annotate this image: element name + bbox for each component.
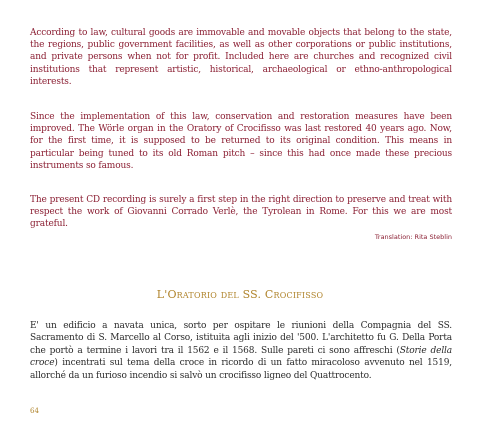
english-paragraph-1: According to law, cultural goods are immovable and movable objects that belong to the state, the regions, public government facilities, as well as other corporations or public institutions, and private persons when not for profit. Included here are churches and recognized civil institutions that represent artistic, historical, archaeological or ethno-anthropological interests.	[30, 28, 452, 87]
english-paragraph-3: The present CD recording is surely a first step in the right direction to preserve and treat with respect the work of Giovanni Corrado Verlè, the Tyrolean in Rome. For this we are most grateful.	[30, 195, 452, 230]
page-number: 64	[30, 407, 39, 415]
translation-credit: Translation: Rita Steblin	[374, 233, 452, 241]
italian-paragraph	[30, 320, 452, 382]
italian-paragraph-part2: ) incentrati sul tema della croce in ricordo di un fatto miracoloso avvenuto nel 1519, allorché da un furioso incendio si salvò un crocifisso ligneo del Quattrocento.	[30, 358, 452, 381]
english-paragraph-2: Since the implementation of this law, conservation and restoration measures have been improved. The Wörle organ in the Oratory of Crocifisso was last restored 40 years ago. Now, for the first time, it is supposed to be returned to its original condition. This means in particular being tuned to its old Roman pitch – since this had once made these precious instruments so famous.	[30, 112, 452, 171]
italian-paragraph-part1: E' un edificio a navata unica, sorto per ospitare le riunioni della Compagnia del SS. Sacramento di S. Marcello al Corso, istituita agli inizio del '500. L'architetto fu G. Della Porta che portò a termine i lavori tra il 1562 e il 1568. Sulle pareti ci sono affreschi (	[30, 321, 452, 356]
italian-paragraph-italic: Storie della croce	[30, 345, 452, 369]
section-heading: L'Oratorio del SS. Crocifisso	[156, 288, 324, 301]
